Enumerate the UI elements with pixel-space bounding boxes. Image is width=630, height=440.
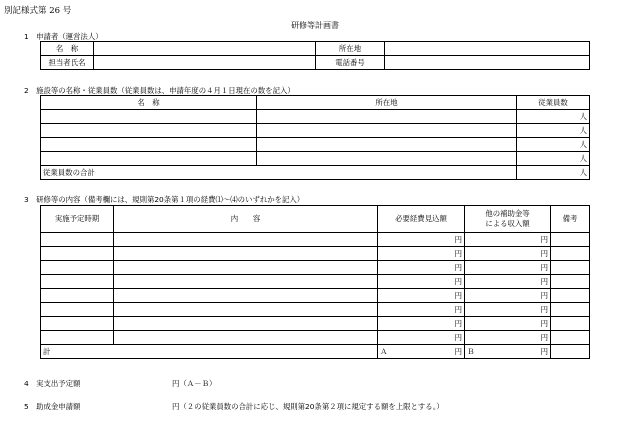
- training-row: [41, 261, 590, 275]
- total-b-cell[interactable]: [465, 345, 551, 359]
- col-remarks: 備考: [551, 206, 590, 233]
- employees-cell[interactable]: 人: [517, 152, 590, 166]
- training-row: [41, 331, 590, 345]
- col-content: 内 容: [114, 206, 378, 233]
- other-income-cell[interactable]: 円: [465, 261, 551, 275]
- employees-total-label: 従業員数の合計: [41, 166, 517, 180]
- address-label: 所在地: [316, 42, 385, 56]
- employees-total-row: [41, 166, 590, 180]
- content-cell[interactable]: [114, 303, 378, 317]
- other-income-cell[interactable]: 円: [465, 317, 551, 331]
- facility-name-cell[interactable]: [41, 124, 257, 138]
- content-cell[interactable]: [114, 261, 378, 275]
- date-cell[interactable]: [41, 261, 114, 275]
- content-cell[interactable]: [114, 331, 378, 345]
- training-total-label: 計: [41, 345, 378, 359]
- facility-row: [41, 124, 590, 138]
- facility-address-cell[interactable]: [257, 110, 517, 124]
- facility-address-cell[interactable]: [257, 124, 517, 138]
- other-income-cell[interactable]: 円: [465, 247, 551, 261]
- section-1-heading: 1 申請者（運営法人）: [24, 32, 103, 41]
- section-5-value: 円（２の従業員数の合計に応じ、規則第20条第２項に規定する額を上限とする。）: [172, 402, 444, 411]
- other-income-cell[interactable]: 円: [465, 289, 551, 303]
- form-number: 別記様式第 26 号: [4, 6, 72, 16]
- col-date: 実施予定時期: [41, 206, 114, 233]
- date-cell[interactable]: [41, 331, 114, 345]
- employees-cell[interactable]: 人: [517, 124, 590, 138]
- training-total-row: [41, 345, 590, 359]
- date-cell[interactable]: [41, 303, 114, 317]
- other-income-cell[interactable]: 円: [465, 275, 551, 289]
- content-cell[interactable]: [114, 247, 378, 261]
- remarks-cell[interactable]: [551, 247, 590, 261]
- col-facility-address: 所在地: [257, 96, 517, 110]
- total-b-unit: 円: [540, 346, 548, 356]
- training-row: [41, 275, 590, 289]
- document-title: 研修等計画書: [291, 21, 339, 30]
- col-expense: 必要経費見込額: [378, 206, 465, 233]
- facility-row: [41, 138, 590, 152]
- remarks-cell[interactable]: [551, 303, 590, 317]
- other-income-cell[interactable]: 円: [465, 303, 551, 317]
- content-cell[interactable]: [114, 317, 378, 331]
- facility-row: [41, 152, 590, 166]
- remarks-cell[interactable]: [551, 289, 590, 303]
- training-row: [41, 303, 590, 317]
- col-employees: 従業員数: [517, 96, 590, 110]
- expense-cell[interactable]: 円: [378, 233, 465, 247]
- employees-cell[interactable]: 人: [517, 138, 590, 152]
- facility-name-cell[interactable]: [41, 152, 257, 166]
- remarks-cell[interactable]: [551, 261, 590, 275]
- name-field[interactable]: [94, 42, 316, 56]
- total-remarks-cell[interactable]: [551, 345, 590, 359]
- total-a-label: Ａ: [380, 346, 388, 356]
- training-table: [40, 205, 590, 359]
- col-facility-name: 名 称: [41, 96, 257, 110]
- section-5-label: 5 助成金申請額: [24, 402, 81, 411]
- col-other-income: [465, 206, 551, 233]
- facility-table: [40, 95, 590, 180]
- training-row: [41, 247, 590, 261]
- applicant-table: [40, 41, 590, 70]
- content-cell[interactable]: [114, 275, 378, 289]
- col-other-income-line2: による収入額: [485, 219, 530, 228]
- facility-name-cell[interactable]: [41, 110, 257, 124]
- date-cell[interactable]: [41, 233, 114, 247]
- date-cell[interactable]: [41, 247, 114, 261]
- facility-row: [41, 110, 590, 124]
- date-cell[interactable]: [41, 275, 114, 289]
- total-a-unit: 円: [454, 346, 462, 356]
- facility-address-cell[interactable]: [257, 152, 517, 166]
- date-cell[interactable]: [41, 317, 114, 331]
- phone-label: 電話番号: [316, 56, 385, 70]
- training-row: [41, 289, 590, 303]
- section-4-label: 4 実支出予定額: [24, 379, 81, 388]
- expense-cell[interactable]: 円: [378, 247, 465, 261]
- expense-cell[interactable]: 円: [378, 331, 465, 345]
- remarks-cell[interactable]: [551, 317, 590, 331]
- expense-cell[interactable]: 円: [378, 275, 465, 289]
- expense-cell[interactable]: 円: [378, 317, 465, 331]
- expense-cell[interactable]: 円: [378, 289, 465, 303]
- phone-field[interactable]: [385, 56, 590, 70]
- other-income-cell[interactable]: 円: [465, 331, 551, 345]
- date-cell[interactable]: [41, 289, 114, 303]
- remarks-cell[interactable]: [551, 275, 590, 289]
- person-field[interactable]: [94, 56, 316, 70]
- content-cell[interactable]: [114, 233, 378, 247]
- training-row: [41, 317, 590, 331]
- address-field[interactable]: [385, 42, 590, 56]
- section-3-heading: 3 研修等の内容（備考欄には、規則第20条第１項の経費⑴～⑷のいずれかを記入）: [24, 195, 305, 204]
- remarks-cell[interactable]: [551, 331, 590, 345]
- total-b-label: Ｂ: [467, 346, 475, 356]
- employees-cell[interactable]: 人: [517, 110, 590, 124]
- expense-cell[interactable]: 円: [378, 261, 465, 275]
- expense-cell[interactable]: 円: [378, 303, 465, 317]
- facility-address-cell[interactable]: [257, 138, 517, 152]
- col-other-income-line1: 他の補助金等: [485, 209, 530, 218]
- facility-name-cell[interactable]: [41, 138, 257, 152]
- remarks-cell[interactable]: [551, 233, 590, 247]
- person-label: 担当者氏名: [41, 56, 94, 70]
- section-4-value: 円（Ａ－Ｂ）: [172, 379, 217, 388]
- total-a-cell[interactable]: [378, 345, 465, 359]
- name-label: 名 称: [41, 42, 94, 56]
- section-2-heading: 2 施設等の名称・従業員数（従業員数は、申請年度の４月１日現在の数を記入）: [24, 86, 295, 95]
- training-row: [41, 233, 590, 247]
- other-income-cell[interactable]: 円: [465, 233, 551, 247]
- employees-total-cell[interactable]: 人: [517, 166, 590, 180]
- content-cell[interactable]: [114, 289, 378, 303]
